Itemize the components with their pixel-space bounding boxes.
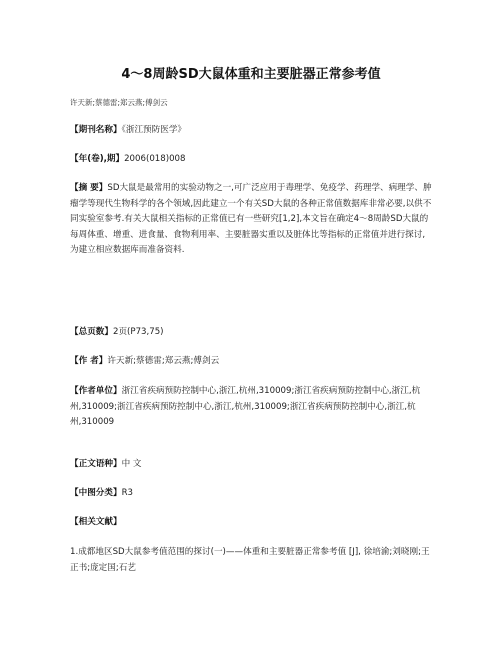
- journal-value: 《浙江预防医学》: [121, 125, 187, 135]
- author-label: 【作 者】: [70, 356, 108, 366]
- classification-field: [70, 486, 432, 502]
- abstract-label: 【摘 要】: [70, 183, 108, 193]
- year-label: 【年(卷),期】: [70, 154, 125, 164]
- affiliation-field: [70, 384, 432, 431]
- pages-field: [70, 325, 432, 341]
- related-label: 【相关文献】: [70, 517, 122, 527]
- reference-item[interactable]: 1.成都地区SD大鼠参考值范围的探讨(一)——体重和主要脏器正常参考值 [J], 徐培渝;刘晓刚;王正书;庞定国;石艺: [70, 547, 430, 573]
- journal-field: [70, 123, 432, 139]
- year-value: 2006(018)008: [124, 154, 186, 164]
- author-line: 许天新;蔡德雷;郑云燕;傅剑云: [70, 98, 168, 107]
- affiliation-label: 【作者单位】: [70, 386, 122, 396]
- pages-label: 【总页数】: [70, 327, 113, 337]
- language-value: 中 文: [121, 459, 142, 469]
- abstract-field: [70, 181, 432, 259]
- language-field: [70, 457, 432, 473]
- journal-label: 【期刊名称】: [70, 125, 122, 135]
- classification-label: 【中图分类】: [70, 488, 122, 498]
- classification-value: R3: [121, 488, 134, 498]
- author-value: 许天新;蔡德雷;郑云燕;傅剑云: [107, 356, 220, 366]
- page-title: 4～8周龄SD大鼠体重和主要脏器正常参考值: [121, 67, 381, 82]
- affiliation-value: 浙江省疾病预防控制中心,浙江,杭州,310009;浙江省疾病预防控制中心,浙江,杭州,310009;浙江省疾病预防控制中心,浙江,杭州,310009;浙江省疾病预防控制中心,浙江,杭州,310009: [70, 386, 421, 427]
- year-field: [70, 152, 432, 168]
- related-field: [70, 515, 432, 531]
- language-label: 【正文语种】: [70, 459, 122, 469]
- author-field: [70, 354, 432, 370]
- pages-value: 2页(P73,75): [112, 327, 164, 337]
- abstract-value: SD大鼠是最常用的实验动物之一,可广泛应用于毒理学、免疫学、药理学、病理学、肿瘤学等现代生物科学的各个领域,因此建立一个有关SD大鼠的各种正常值数据库非常必要,以供不同实验室参考.有关大鼠相关指标的正常值已有一些研究[1,2],本文旨在确定4～8周龄SD大鼠的每周体重、增重、进食量、食物利用率、主要脏器实重以及脏体比等指标的正常值并进行探讨,为建立相应数据库而准备资料.: [70, 183, 432, 255]
